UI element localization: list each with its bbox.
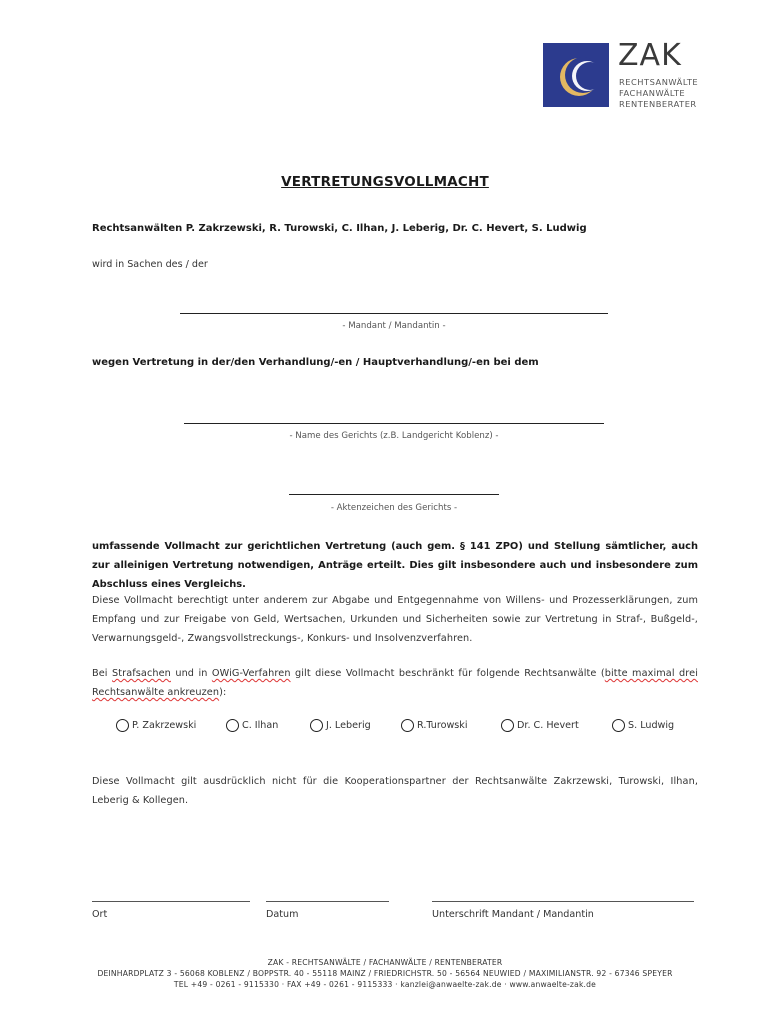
option-leberig[interactable] [310,719,371,732]
file-caption: - Aktenzeichen des Gerichts - [330,503,458,513]
option-hevert[interactable] [501,719,579,732]
criminal-text-3: gilt diese Vollmacht beschränkt für folgende Rechtsanwälte ( [290,668,605,679]
criminal-text-1: Bei [92,668,112,679]
court-name-line[interactable] [184,423,604,424]
option-label: Dr. C. Hevert [517,720,579,731]
place-line[interactable] [92,901,250,902]
option-ludwig[interactable] [612,719,674,732]
radio-circle-icon[interactable] [310,719,323,732]
criminal-text-2: und in [170,668,212,679]
criminal-text-5: ): [219,687,227,698]
option-label: S. Ludwig [628,720,675,731]
radio-circle-icon[interactable] [501,719,514,732]
footer-line-2: DEINHARDPLATZ 3 - 56068 KOBLENZ / BOPPSTR. 40 - 55118 MAINZ / FRIEDRICHSTR. 50 - 56564 NEUWIED / MAXIMILIANSTR. 92 - 67346 SPEYER [97,969,673,978]
signature-line[interactable] [432,901,694,902]
footer-line-3: TEL +49 - 0261 - 9115330 · FAX +49 - 0261 - 9115333 · kanzlei@anwaelte-zak.de · www.anwaelte-zak.de [173,980,597,989]
place-label: Ort [92,909,108,920]
client-caption: - Mandant / Mandantin - [342,321,446,331]
scope-paragraph: Diese Vollmacht berechtigt unter anderem zur Abgabe und Entgegennahme von Willens- und Prozesserklärungen, zum Empfang und zur Freigabe von Geld, Wertsachen, Urkunden und Sicherheiten sowie zur Vertretung in Straf-, Bußgeld-, Verwarnungsgeld-, Zwangsvollstreckungs-, Konkurs- und Insolvenzverfahren. [92,595,698,644]
logo-line-3: RENTENBERATER [619,99,697,109]
option-ilhan[interactable] [226,719,278,732]
criminal-word-1: Strafsachen [112,668,171,679]
option-zakrzewski[interactable] [116,719,196,732]
criminal-word-3: bitte maximal drei [604,668,698,679]
date-label: Datum [266,909,299,920]
attorneys-line: Rechtsanwälten P. Zakrzewski, R. Turowski, C. Ilhan, J. Leberig, Dr. C. Hevert, S. Ludwig [92,223,587,234]
date-line[interactable] [266,901,389,902]
crescent-icon [543,43,609,107]
footer-line-1: ZAK - RECHTSANWÄLTE / FACHANWÄLTE / RENTENBERATER [267,958,503,967]
signature-label: Unterschrift Mandant / Mandantin [432,909,594,920]
logo-line-1: RECHTSANWÄLTE [619,77,699,87]
option-turowski[interactable] [401,719,468,732]
court-caption: - Name des Gerichts (z.B. Landgericht Koblenz) - [289,431,499,441]
option-label: C. Ilhan [242,720,279,731]
criminal-word-4: Rechtsanwälte ankreuzen [92,687,220,698]
criminal-word-2: OWiG-Verfahren [211,668,291,679]
file-number-line[interactable] [289,494,499,495]
radio-circle-icon[interactable] [226,719,239,732]
criminal-paragraph [92,664,698,702]
document-title: VERTRETUNGSVOLLMACHT [281,174,489,190]
power-paragraph: umfassende Vollmacht zur gerichtlichen Vertretung (auch gem. § 141 ZPO) und Stellung sämtlicher, auch zur alleinigen Vertretung notwendigen, Anträge erteilt. Dies gilt insbesondere auch und insbesondere zum Abschluss eines Vergleichs. [92,541,698,590]
intro-text: wird in Sachen des / der [92,259,208,270]
client-name-line[interactable] [180,313,608,314]
option-label: J. Leberig [326,720,371,731]
option-label: P. Zakrzewski [132,720,197,731]
logo-line-2: FACHANWÄLTE [619,88,686,98]
radio-circle-icon[interactable] [401,719,414,732]
radio-circle-icon[interactable] [612,719,625,732]
logo-name: ZAK [618,38,682,73]
exclusion-paragraph: Diese Vollmacht gilt ausdrücklich nicht für die Kooperationspartner der Rechtsanwälte Zakrzewski, Turowski, Ilhan, Leberig & Kollegen. [92,776,698,806]
radio-circle-icon[interactable] [116,719,129,732]
option-label: R.Turowski [417,720,468,731]
representation-line: wegen Vertretung in der/den Verhandlung/-en / Hauptverhandlung/-en bei dem [92,357,539,368]
logo-mark [543,43,609,107]
